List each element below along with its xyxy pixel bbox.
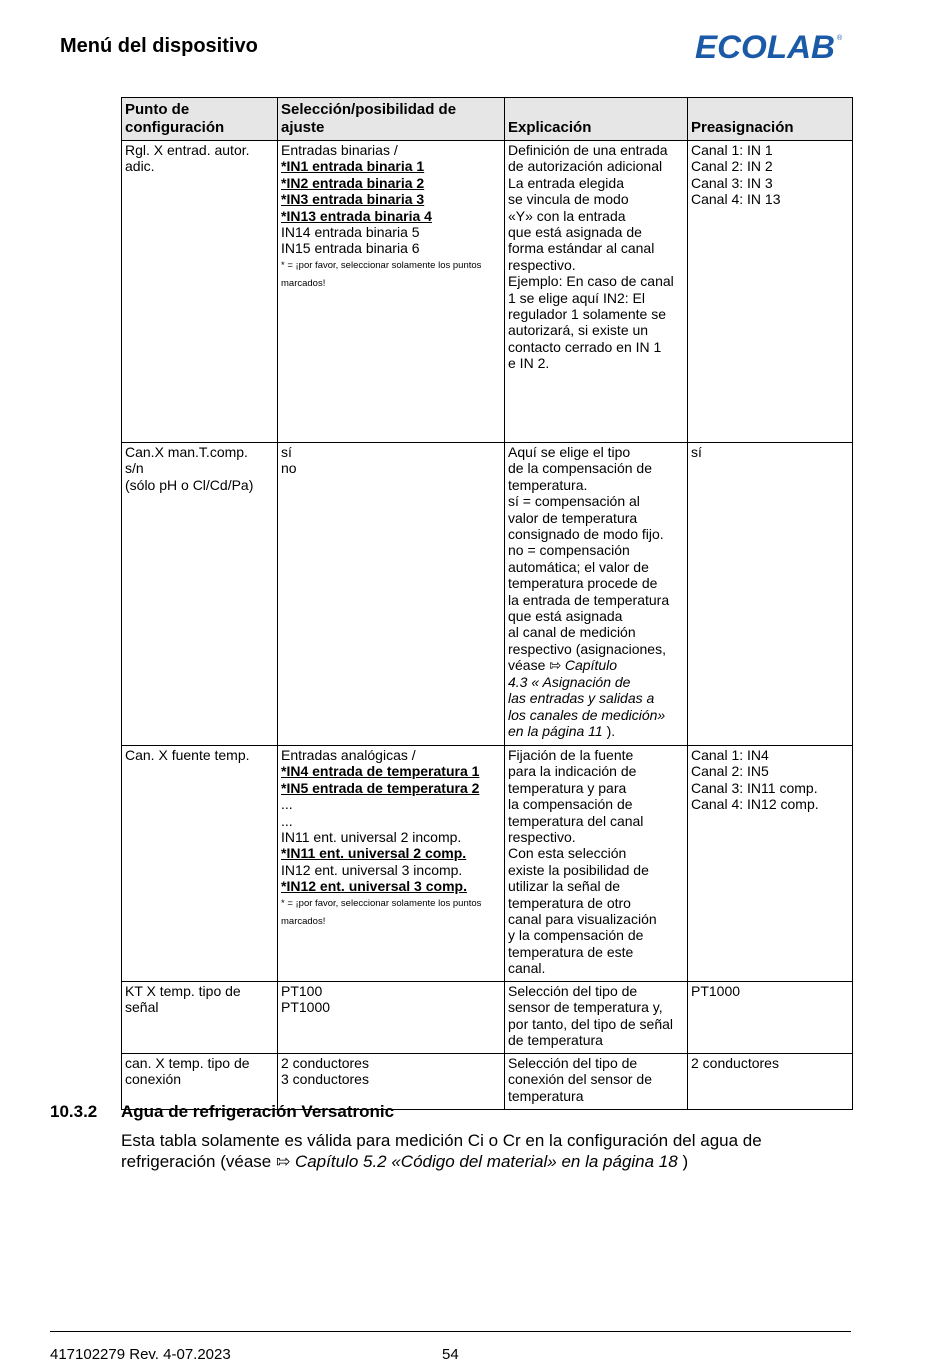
- selection-note: marcados!: [281, 277, 326, 289]
- arrow-ref-icon: ⇰: [275, 1151, 291, 1171]
- option-marked: *IN5 entrada de temperatura 2: [281, 779, 480, 796]
- explanation-line: canal.: [508, 960, 546, 977]
- explanation-line: consignado de modo fijo.: [508, 526, 664, 543]
- explanation-line: Aquí se elige el tipo: [508, 444, 631, 460]
- cell-explanation: [505, 1054, 688, 1110]
- preset-line: sí: [691, 444, 702, 460]
- explanation-line: respectivo.: [508, 256, 576, 273]
- explanation-line: 1 se elige aquí IN2: El: [508, 289, 645, 306]
- explanation-ref-line: [508, 690, 684, 706]
- explanation-line: para la indicación de: [508, 763, 637, 780]
- config-point-line: s/n: [125, 460, 144, 477]
- explanation-line: «Y» con la entrada: [508, 207, 626, 224]
- section-title: Agua de refrigeración Versatronic: [121, 1102, 395, 1121]
- cell-config-point: [122, 982, 278, 1054]
- explanation-line: respectivo.: [508, 829, 576, 846]
- explanation-line: respectivo (asignaciones,: [508, 640, 666, 657]
- preset-line: Canal 3: IN11 comp.: [691, 779, 818, 796]
- explanation-line: al canal de medición: [508, 624, 636, 641]
- option: ...: [281, 796, 293, 813]
- explanation-ref-line: [508, 707, 684, 723]
- explanation-line: temperatura de otro: [508, 894, 631, 911]
- explanation-line: utilizar la señal de: [508, 878, 621, 895]
- table-row: [122, 746, 853, 982]
- option-marked: *IN3 entrada binaria 3: [281, 191, 425, 208]
- option: IN11 ent. universal 2 incomp.: [281, 829, 462, 846]
- section-text-lead: Esta tabla solamente es válida para medición Ci o Cr en la configuración del agua de refrigeración (véase: [121, 1131, 762, 1171]
- config-point-line: adic.: [125, 158, 155, 175]
- option: IN14 entrada binaria 5: [281, 224, 420, 241]
- explanation-line: canal para visualización: [508, 911, 657, 928]
- footer-doc-number: 417102279 Rev. 4-07.2023: [50, 1346, 231, 1363]
- explanation-line: Ejemplo: En caso de canal: [508, 273, 674, 290]
- header-preset: Preasignación: [688, 98, 853, 141]
- config-point-line: KT X temp. tipo de: [125, 983, 241, 999]
- cell-explanation: [505, 746, 688, 982]
- preset-line: Canal 4: IN 13: [691, 191, 781, 208]
- explanation-line: Con esta selección: [508, 845, 627, 862]
- option: sí: [281, 444, 292, 460]
- option-marked: *IN4 entrada de temperatura 1: [281, 763, 480, 780]
- explanation-line: Selección del tipo de: [508, 1055, 638, 1071]
- explanation-line: La entrada elegida: [508, 174, 624, 191]
- explanation-line: de autorización adicional: [508, 158, 663, 175]
- explanation-line: se vincula de modo: [508, 191, 629, 208]
- cell-preset: [688, 982, 853, 1054]
- explanation-line: de la compensación de: [508, 460, 652, 477]
- explanation-line: e IN 2.: [508, 355, 550, 372]
- page-header-title: Menú del dispositivo: [60, 35, 258, 57]
- option-marked: *IN12 ent. universal 3 comp.: [281, 878, 467, 895]
- option: 2 conductores: [281, 1055, 369, 1071]
- preset-line: Canal 3: IN 3: [691, 174, 773, 191]
- explanation-line: temperatura y para: [508, 779, 627, 796]
- option: PT1000: [281, 999, 331, 1016]
- explanation-line: valor de temperatura: [508, 509, 638, 526]
- section-paragraph: [121, 1131, 841, 1172]
- option: IN15 entrada binaria 6: [281, 240, 420, 257]
- chapter-link[interactable]: Capítulo 5.2 «Código del material» en la página 18: [294, 1151, 678, 1171]
- section-number: 10.3.2: [50, 1102, 98, 1121]
- cell-selection: [278, 141, 505, 443]
- explanation-line: regulador 1 solamente se: [508, 306, 666, 323]
- option: 3 conductores: [281, 1071, 369, 1088]
- cell-config-point: [122, 746, 278, 982]
- option: no: [281, 460, 297, 477]
- explanation-ref-line: [508, 723, 684, 739]
- preset-line: PT1000: [691, 983, 741, 999]
- explanation-line: temperatura.: [508, 476, 588, 493]
- chapter-link[interactable]: 4.3 « Asignación de: [508, 673, 631, 690]
- explanation-line: automática; el valor de: [508, 558, 649, 575]
- selection-note: * = ¡por favor, seleccionar solamente los puntos: [281, 897, 482, 909]
- explanation-line: que está asignada de: [508, 224, 642, 241]
- section-text-tail: ): [677, 1151, 689, 1171]
- config-point-line: conexión: [125, 1071, 182, 1088]
- explanation-line: temperatura de este: [508, 943, 634, 960]
- table-header-row: [122, 98, 853, 141]
- explanation-line: forma estándar al canal: [508, 240, 655, 257]
- explanation-line: temperatura procede de: [508, 575, 658, 592]
- cell-preset: [688, 443, 853, 746]
- explanation-line: temperatura: [508, 1087, 584, 1104]
- preset-line: 2 conductores: [691, 1055, 779, 1071]
- header-explanation: Explicación: [505, 98, 688, 141]
- config-point-line: (sólo pH o Cl/Cd/Pa): [125, 476, 254, 493]
- preset-line: Canal 2: IN 2: [691, 158, 773, 175]
- cell-preset: [688, 141, 853, 443]
- explanation-line: Definición de una entrada: [508, 142, 668, 158]
- preset-line: Canal 1: IN4: [691, 747, 769, 763]
- config-point-line: can. X temp. tipo de: [125, 1055, 250, 1071]
- table-row: [122, 141, 853, 443]
- explanation-line: contacto cerrado en IN 1: [508, 338, 662, 355]
- header-config-point: Punto de configuración: [122, 98, 278, 141]
- chapter-link[interactable]: las entradas y salidas a: [508, 690, 655, 707]
- preset-line: Canal 4: IN12 comp.: [691, 796, 819, 813]
- config-point-line: Rgl. X entrad. autor.: [125, 142, 250, 158]
- option: Entradas analógicas /: [281, 747, 416, 763]
- header-selection: Selección/posibilidad de ajuste: [278, 98, 505, 141]
- ecolab-logo: [695, 30, 845, 62]
- option-marked: *IN11 ent. universal 2 comp.: [281, 845, 467, 862]
- configuration-table: [121, 97, 853, 1110]
- cell-config-point: [122, 141, 278, 443]
- option-marked: *IN13 entrada binaria 4: [281, 207, 432, 224]
- config-point-line: Can. X fuente temp.: [125, 747, 250, 763]
- cell-preset: [688, 1054, 853, 1110]
- config-point-line: señal: [125, 999, 159, 1016]
- cell-selection: [278, 746, 505, 982]
- explanation-line: no = compensación: [508, 542, 630, 559]
- explanation-line: por tanto, del tipo de señal: [508, 1015, 674, 1032]
- cell-preset: [688, 746, 853, 982]
- explanation-line: Fijación de la fuente: [508, 747, 634, 763]
- svg-text:®: ®: [837, 35, 843, 42]
- preset-line: Canal 2: IN5: [691, 763, 769, 780]
- chapter-link[interactable]: los canales de medición»: [508, 706, 666, 723]
- chapter-link[interactable]: Capítulo: [564, 657, 618, 674]
- cell-explanation: [505, 141, 688, 443]
- footer-divider: [50, 1331, 851, 1332]
- option: PT100: [281, 983, 323, 999]
- explanation-line: autorizará, si existe un: [508, 322, 649, 339]
- cell-selection: [278, 982, 505, 1054]
- explanation-line: existe la posibilidad de: [508, 861, 649, 878]
- explanation-line: temperatura del canal: [508, 812, 644, 829]
- option-marked: *IN2 entrada binaria 2: [281, 174, 425, 191]
- explanation-ref-line: [508, 674, 684, 690]
- cell-explanation: [505, 443, 688, 746]
- explanation-line: la compensación de: [508, 796, 633, 813]
- explanation-line: Selección del tipo de: [508, 983, 638, 999]
- option-marked: *IN1 entrada binaria 1: [281, 158, 425, 175]
- explanation-line: de temperatura: [508, 1032, 603, 1049]
- selection-note: marcados!: [281, 915, 326, 927]
- explanation-ref-lead: véase: [508, 657, 550, 674]
- option: Entradas binarias /: [281, 142, 398, 158]
- option: ...: [281, 812, 293, 829]
- explanation-line: que está asignada: [508, 608, 623, 625]
- explanation-line: conexión del sensor de: [508, 1071, 652, 1088]
- explanation-ref-line: [508, 657, 684, 673]
- section-heading: [50, 1101, 394, 1123]
- cell-config-point: [122, 443, 278, 746]
- table-row: [122, 982, 853, 1054]
- explanation-line: la entrada de temperatura: [508, 591, 670, 608]
- logo-text: ECOLAB: [695, 30, 835, 62]
- footer-page-number: 54: [442, 1346, 459, 1363]
- cell-explanation: [505, 982, 688, 1054]
- config-point-line: Can.X man.T.comp.: [125, 444, 248, 460]
- cell-selection: [278, 443, 505, 746]
- explanation-line: sensor de temperatura y,: [508, 999, 663, 1016]
- option: IN12 ent. universal 3 incomp.: [281, 861, 463, 878]
- explanation-line: y la compensación de: [508, 927, 644, 944]
- explanation-ref-tail: ).: [602, 722, 616, 739]
- table-row: [122, 443, 853, 746]
- chapter-link[interactable]: en la página 11: [508, 722, 603, 739]
- preset-line: Canal 1: IN 1: [691, 142, 773, 158]
- selection-note: * = ¡por favor, seleccionar solamente los puntos: [281, 259, 482, 271]
- explanation-line: sí = compensación al: [508, 493, 640, 510]
- arrow-ref-icon: ⇰: [549, 657, 565, 674]
